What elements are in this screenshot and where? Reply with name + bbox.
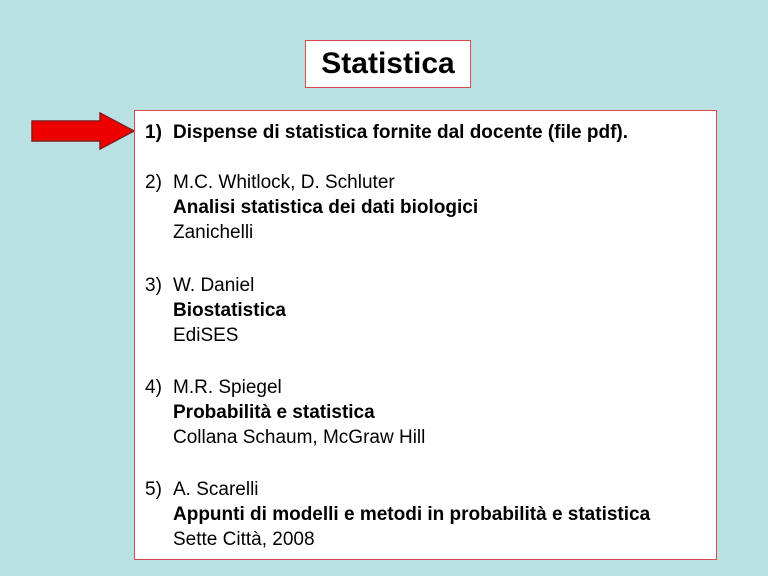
right-arrow-icon — [30, 112, 136, 150]
item-publisher: Sette Città, 2008 — [173, 529, 315, 550]
item-number: 3) — [145, 275, 162, 296]
page-title: Statistica — [321, 47, 455, 80]
item-publisher: EdiSES — [173, 325, 239, 346]
item-author: M.C. Whitlock, D. Schluter — [173, 172, 395, 193]
item-publisher: Collana Schaum, McGraw Hill — [173, 427, 426, 448]
item-text: Dispense di statistica fornite dal docente (file pdf). — [173, 122, 629, 143]
item-title: Probabilità e statistica — [173, 402, 375, 423]
item-title: Biostatistica — [173, 300, 286, 321]
item-author: A. Scarelli — [173, 479, 259, 500]
bibliography-box — [134, 110, 717, 560]
item-publisher: Zanichelli — [173, 222, 254, 243]
item-author: M.R. Spiegel — [173, 377, 282, 398]
item-author: W. Daniel — [173, 275, 255, 296]
item-title: Analisi statistica dei dati biologici — [173, 197, 479, 218]
item-number: 4) — [145, 377, 162, 398]
title-box — [305, 40, 471, 88]
item-number: 5) — [145, 479, 162, 500]
item-number: 2) — [145, 172, 162, 193]
item-number: 1) — [145, 122, 162, 143]
item-title: Appunti di modelli e metodi in probabilità e statistica — [173, 504, 651, 525]
